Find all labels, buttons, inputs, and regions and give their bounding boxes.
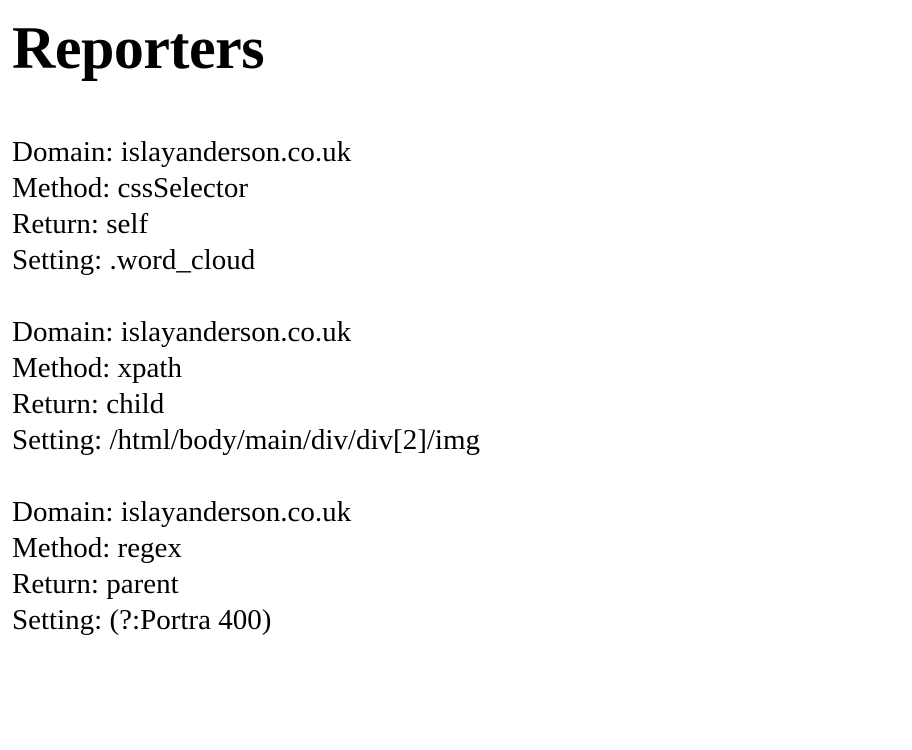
reporter-entry xyxy=(12,314,900,458)
return-value: child xyxy=(106,388,165,420)
domain-value: islayanderson.co.uk xyxy=(120,496,352,528)
method-value: regex xyxy=(117,532,182,564)
domain-label: Domain: xyxy=(12,316,121,348)
return-value: self xyxy=(106,208,149,240)
return-label: Return: xyxy=(12,568,107,600)
setting-line xyxy=(12,602,900,638)
setting-line xyxy=(12,422,900,458)
method-value: cssSelector xyxy=(117,172,248,204)
method-label: Method: xyxy=(12,172,118,204)
method-line xyxy=(12,170,900,206)
setting-value: (?:Portra 400) xyxy=(109,604,272,636)
return-label: Return: xyxy=(12,388,107,420)
reporter-entry xyxy=(12,494,900,638)
return-line xyxy=(12,206,900,242)
return-line xyxy=(12,386,900,422)
return-value: parent xyxy=(106,568,179,600)
setting-label: Setting: xyxy=(12,604,110,636)
reporter-list xyxy=(12,134,900,638)
setting-label: Setting: xyxy=(12,424,110,456)
setting-line xyxy=(12,242,900,278)
setting-value: /html/body/main/div/div[2]/img xyxy=(109,424,481,456)
return-label: Return: xyxy=(12,208,107,240)
domain-line xyxy=(12,134,900,170)
domain-line xyxy=(12,494,900,530)
domain-label: Domain: xyxy=(12,136,121,168)
domain-label: Domain: xyxy=(12,496,121,528)
method-line xyxy=(12,350,900,386)
method-label: Method: xyxy=(12,352,118,384)
domain-line xyxy=(12,314,900,350)
method-value: xpath xyxy=(117,352,182,384)
method-line xyxy=(12,530,900,566)
domain-value: islayanderson.co.uk xyxy=(120,136,352,168)
return-line xyxy=(12,566,900,602)
domain-value: islayanderson.co.uk xyxy=(120,316,352,348)
method-label: Method: xyxy=(12,532,118,564)
setting-value: .word_cloud xyxy=(109,244,256,276)
setting-label: Setting: xyxy=(12,244,110,276)
reporter-entry xyxy=(12,134,900,278)
page-title: Reporters xyxy=(12,15,265,81)
